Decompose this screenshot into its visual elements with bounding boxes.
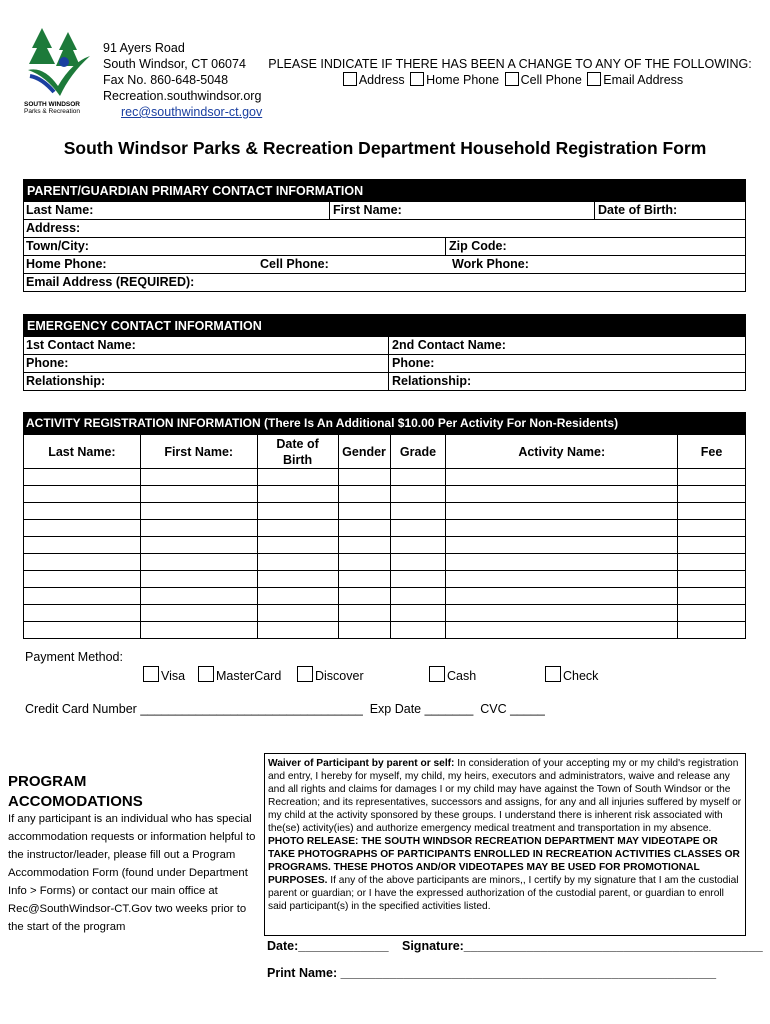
primary-row-phones (24, 256, 745, 274)
col-dob: Date of Birth (257, 435, 338, 469)
col-last-name: Last Name: (24, 435, 141, 469)
table-row[interactable] (24, 486, 746, 503)
primary-row-email (24, 274, 745, 291)
table-row[interactable] (24, 605, 746, 622)
col-activity-name: Activity Name: (446, 435, 678, 469)
first-contact-relationship-field[interactable]: Relationship: (26, 374, 106, 388)
primary-contact-heading: PARENT/GUARDIAN PRIMARY CONTACT INFORMATION (24, 180, 745, 202)
second-contact-name-field[interactable]: 2nd Contact Name: (392, 338, 506, 352)
work-phone-field[interactable]: Work Phone: (452, 257, 529, 271)
home-phone-field[interactable]: Home Phone: (26, 257, 107, 271)
logo-text-line2: Parks & Recreation (24, 108, 80, 115)
date-line[interactable]: Date:_____________ (267, 939, 389, 953)
second-contact-phone-field[interactable]: Phone: (392, 356, 435, 370)
emergency-row-phone (24, 355, 745, 373)
address-field[interactable]: Address: (26, 221, 81, 235)
payment-cash (429, 666, 476, 683)
first-name-field[interactable]: First Name: (333, 203, 402, 217)
email-link[interactable]: rec@southwindsor-ct.gov (121, 105, 263, 119)
logo-text-line1: SOUTH WINDSOR (24, 101, 80, 108)
photo-release: PHOTO RELEASE: THE SOUTH WINDSOR RECREATION DEPARTMENT MAY VIDEOTAPE OR TAKE PHOTOGRAPHS OF PARTICIPANTS ENROLLED IN RECREATION ACTIVITIES CLASSES OR PROGRAMS. THESE PHOTOS AND/OR VIDEOTAPES MAY BE USED FOR PROMOTIONAL PURPOSES. (268, 836, 740, 886)
second-contact-relationship-field[interactable]: Relationship: (392, 374, 472, 388)
table-row[interactable] (24, 622, 746, 639)
accommodations-title: PROGRAM ACCOMODATIONS (8, 773, 143, 810)
table-row[interactable] (24, 571, 746, 588)
zip-field[interactable]: Zip Code: (449, 239, 507, 253)
payment-method-label: Payment Method: (25, 650, 123, 664)
col-fee: Fee (678, 435, 746, 469)
check-checkbox[interactable] (545, 666, 561, 682)
print-name-line[interactable]: Print Name: ______________________________________________________ (267, 966, 717, 980)
payment-mastercard (198, 666, 281, 683)
emergency-contact-section (23, 314, 746, 391)
emergency-row-relationship (24, 373, 745, 390)
primary-row-town (24, 238, 745, 256)
activity-header-row (24, 435, 746, 469)
cash-label: Cash (447, 669, 477, 683)
change-home-phone-label: Home Phone (426, 73, 500, 87)
change-notice-text: PLEASE INDICATE IF THERE HAS BEEN A CHANGE TO ANY OF THE FOLLOWING: (268, 57, 752, 71)
activity-table (23, 434, 746, 639)
change-email-label: Email Address (603, 73, 684, 87)
waiver-box (264, 753, 746, 936)
change-cell-phone-label: Cell Phone (520, 73, 582, 87)
waiver-text: In consideration of your accepting my or my child's registration and entry, I hereby for myself, my child, my heirs, executors and administrators, waive and release any and all rights and claims for damages I or my child may have against the Town of South Windsor or the Recreation; and its representatives, successors and assigns, for any and all injuries suffered by myself or my child at the activity sponsored by these groups. I understand there is inherent risk associated with the(se) activity(ies) and authorize emergency medical treatment and transportation in my absence. (268, 758, 742, 834)
primary-row-names (24, 202, 745, 220)
activity-section (23, 412, 746, 639)
address-line2: South Windsor, CT 06074 (103, 57, 246, 71)
change-home-phone-checkbox[interactable] (410, 72, 424, 86)
check-label: Check (563, 669, 599, 683)
table-row[interactable] (24, 554, 746, 571)
payment-check (545, 666, 598, 683)
fax-number: Fax No. 860-648-5048 (103, 73, 229, 87)
cell-phone-field[interactable]: Cell Phone: (260, 257, 329, 271)
primary-contact-section (23, 179, 746, 292)
change-address-label: Address (358, 73, 405, 87)
visa-checkbox[interactable] (143, 666, 159, 682)
col-first-name: First Name: (140, 435, 257, 469)
emergency-row-names (24, 337, 745, 355)
signature-line[interactable]: Signature:___________________________________________ (402, 939, 763, 953)
change-cell-phone-checkbox[interactable] (505, 72, 519, 86)
payment-visa (143, 666, 185, 683)
website: Recreation.southwindsor.org (103, 89, 262, 103)
waiver-lead: Waiver of Participant by parent or self: (268, 758, 455, 769)
mastercard-checkbox[interactable] (198, 666, 214, 682)
last-name-field[interactable]: Last Name: (26, 203, 94, 217)
table-row[interactable] (24, 503, 746, 520)
dob-field[interactable]: Date of Birth: (598, 203, 678, 217)
cash-checkbox[interactable] (429, 666, 445, 682)
mastercard-label: MasterCard (216, 669, 282, 683)
table-row[interactable] (24, 520, 746, 537)
change-email-checkbox[interactable] (587, 72, 601, 86)
emergency-contact-heading: EMERGENCY CONTACT INFORMATION (24, 315, 745, 337)
discover-checkbox[interactable] (297, 666, 313, 682)
address-line1: 91 Ayers Road (103, 41, 185, 55)
col-gender: Gender (338, 435, 390, 469)
visa-label: Visa (161, 669, 186, 683)
col-grade: Grade (390, 435, 446, 469)
accommodations-text: If any participant is an individual who has special accommodation requests or information helpful to the instructor/leader, please fill out a Program Accommodation Form (found under Department Info > Forms) or contact our main office at Rec@SouthWindsor-CT.Gov two weeks prior to the start of the program (8, 813, 256, 933)
first-contact-name-field[interactable]: 1st Contact Name: (26, 338, 136, 352)
table-row[interactable] (24, 469, 746, 486)
town-field[interactable]: Town/City: (26, 239, 89, 253)
form-title: South Windsor Parks & Recreation Department Household Registration Form (63, 138, 707, 158)
first-contact-phone-field[interactable]: Phone: (26, 356, 69, 370)
email-field[interactable]: Email Address (REQUIRED): (26, 275, 195, 289)
change-notice (260, 56, 760, 88)
org-logo (24, 26, 94, 118)
address-block (103, 40, 262, 120)
tree-logo-icon (24, 26, 94, 96)
payment-discover (297, 666, 364, 683)
activity-heading: ACTIVITY REGISTRATION INFORMATION (There Is An Additional $10.00 Per Activity For Non-Residents) (23, 412, 746, 434)
discover-label: Discover (315, 669, 364, 683)
credit-card-line[interactable]: Credit Card Number ________________________________ Exp Date _______ CVC _____ (25, 702, 545, 716)
waiver-minor-text: If any of the above participants are minors,, I certify by my signature that I am the custodial parent or guardian; or I have the expressed authorization of the custodial parent, or guardian to enroll said participant(s) in the specified activities listed. (268, 875, 739, 912)
table-row[interactable] (24, 588, 746, 605)
table-row[interactable] (24, 537, 746, 554)
change-address-checkbox[interactable] (343, 72, 357, 86)
primary-row-address (24, 220, 745, 238)
